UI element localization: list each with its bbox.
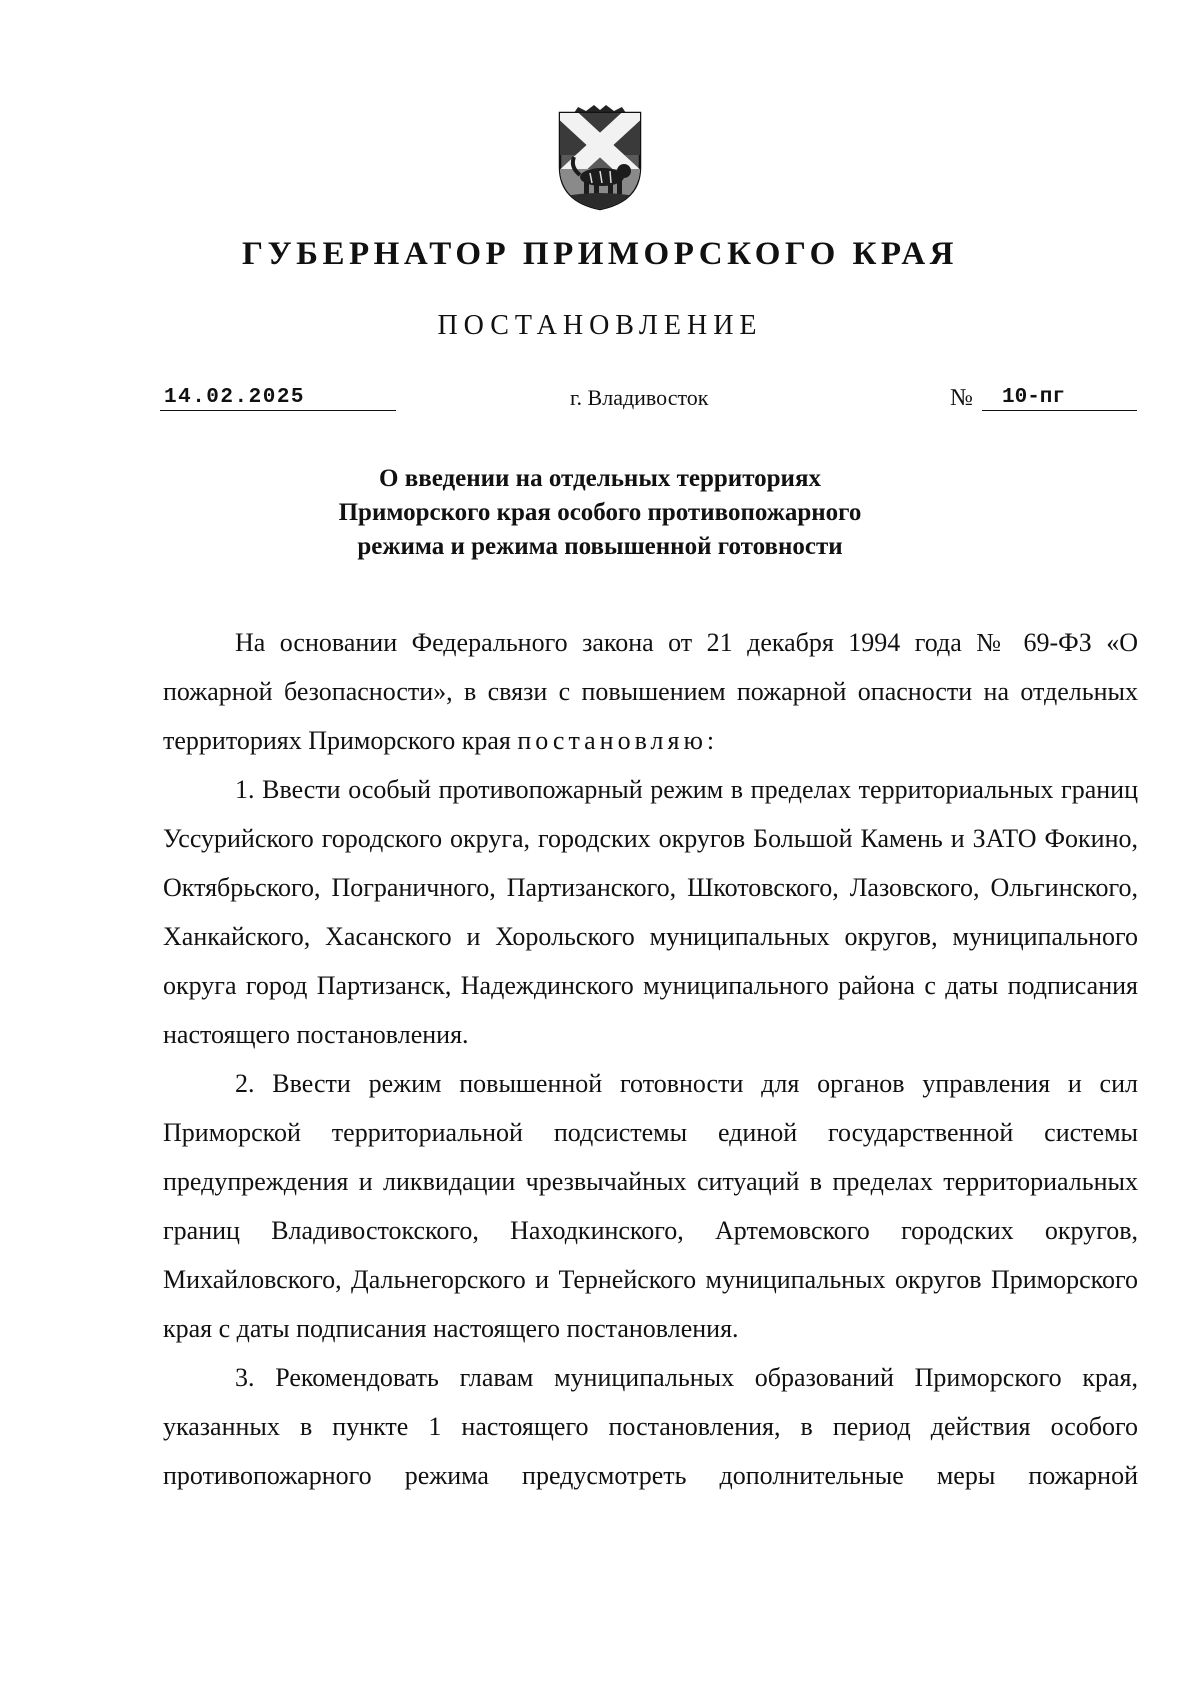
document-number: 10-пг: [982, 386, 1137, 411]
title-line-2: Приморского края особого противопожарного: [338, 499, 862, 526]
document-city: г. Владивосток: [570, 385, 709, 410]
preamble-end: :: [706, 726, 715, 755]
document-number-label: №: [950, 385, 973, 411]
item-2-paragraph: 2. Ввести режим повышенной готовности для органов управления и сил Приморской территориальной подсистемы единой государственной системы предупреждения и ликвидации чрезвычайных ситуаций в пределах территориальных границ Владивостокского, Находкинского, Артемовского городских округов, Михайловского, Дальнегорского и Тернейского муниципальных округов Приморского края с даты подписания настоящего постановления.: [163, 1069, 1138, 1343]
issuing-authority: ГУБЕРНАТОР ПРИМОРСКОГО КРАЯ: [241, 236, 959, 272]
item-3-paragraph: 3. Рекомендовать главам муниципальных образований Приморского края, указанных в пункте 1 настоящего постановления, в период действия особого противопожарного режима предусмотреть дополнительные меры пожарной: [163, 1363, 1138, 1490]
primorsky-coat-of-arms-icon: [554, 105, 646, 213]
title-line-1: О введении на отдельных территориях: [379, 465, 821, 492]
preamble-paragraph: [163, 618, 1138, 765]
document-date: 14.02.2025: [160, 386, 396, 411]
item-1-paragraph: 1. Ввести особый противопожарный режим в пределах территориальных границ Уссурийского городского округа, городских округов Большой Камень и ЗАТО Фокино, Октябрьского, Пограничного, Партизанского, Шкотовского, Лазовского, Ольгинского, Ханкайского, Хасанского и Хорольского муниципальных округов, муниципального округа город Партизанск, Надеждинского муниципального района с даты подписания настоящего постановления.: [163, 775, 1138, 1049]
preamble-text: На основании Федерального закона от 21 декабря 1994 года № 69-ФЗ «О пожарной безопасности», в связи с повышением пожарной опасности на отдельных территориях Приморского края: [163, 628, 1138, 755]
preamble-decision-word: постановляю: [517, 726, 707, 755]
document-title: [0, 462, 1200, 564]
document-body: [163, 618, 1138, 1500]
title-line-3: режима и режима повышенной готовности: [357, 533, 843, 560]
document-meta-line: [0, 386, 1200, 422]
document-type: ПОСТАНОВЛЕНИЕ: [437, 310, 763, 341]
